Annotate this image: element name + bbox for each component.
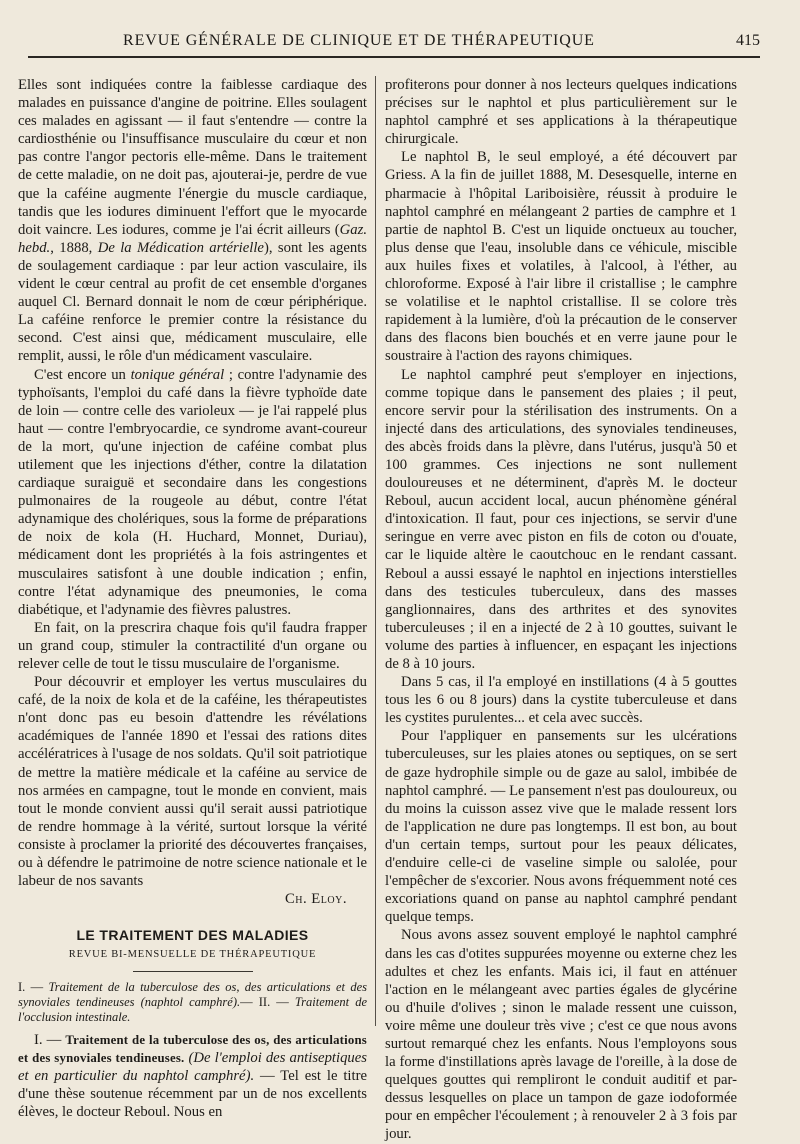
paragraph: En fait, on la prescrira chaque fois qu'il faudra frapper un grand coup, stimuler la contractilité d'un organe ou relever celle de tout le tissu musculaire de l'organisme. xyxy=(18,619,367,672)
citation-book: De la Médication artérielle xyxy=(97,239,264,256)
paragraph: Pour découvrir et employer les vertus musculaires du café, de la noix de kola et de la caféine, les thérapeutistes n'ont donc pas eu besoin d'attendre les révélations académiques de l'année 1890 et l'essai des rations dites accélératrices à l'usage de nos soldats. Qu'il soit patriotique de mettre la matière médicale et la caféine au service de nos armées en campagne, tout le monde en convient, mais tout le monde convient aussi qu'il serait aussi patriotique de rendre hommage à la vérité, surtout lorsque la vérité consiste à proclamer la priorité des découvertes françaises, ou à défendre le patrimoine de notre science nationale et le labeur de nos savants xyxy=(18,674,367,890)
paragraph: Le naphtol camphré peut s'employer en injections, comme topique dans le pansement des plaies ; il peut, encore servir pour la stérilisation des instruments. On a injecté dans des articulations, des synoviales tendineuses, des abcès froids dans la plèvre, dans l'utérus, jusqu'à 50 et 100 grammes. Ces injections ne sont nullement douloureuses et ne déterminent, d'après M. le docteur Reboul, aucun accident local, aucun phénomène général d'intoxication. Il faut, pour ces injections, se servir d'une seringue en verre avec piston en fils de coton ou d'ouate, car le liquide altère le caoutchouc en le rendant cassant. Reboul a aussi essayé le naphtol en injections interstielles dans des testicules tuberculeux, dans des masses ganglionnaires, dans des arthrites et des synovites tuberculeuses ; il en a injecté de 2 à 10 gouttes, suivant le volume des parties à influencer, en espaçant les injections de 8 à 10 jours. xyxy=(385,366,737,672)
paragraph: Nous avons assez souvent employé le naphtol camphré dans les cas d'otites suppurées moyenne ou externe chez les adultes et chez les enfants. Mais ici, il faut en atténuer l'action en le mélangeant avec parties égales de glycérine ou d'huile d'olives ; sinon le malade ressent une cuisson, voire même une douleur très vive ; c'est ce que nous avons surtout remarqué chez les enfants. Nous l'employons sous la forme d'instillations après lavage de l'oreille, à la dose de quelques gouttes qui rempliront le conduit auditif et par-dessus lesquelles on place un tampon de gaze iodoformée pour en empêcher l'écoulement ; à renouveler 2 à 3 fois par jour. xyxy=(385,927,737,1143)
paragraph: Elles sont indiquées contre la faiblesse cardiaque des malades en puissance d'angine de poitrine. Elles soulagent ces malades en agissant — il faut s'entendre — contre la cardiosthénie ou l'insuffisance musculaire du cœur et non pas contre l'angor pectoris elle-même. Dans le traitement de cette maladie, on ne doit pas, ajouterai-je, perdre de vue que la caféine augmente l'énergie du muscle cardiaque, tandis que les iodures diminuent l'effort que le myocarde doit vaincre. Les iodures, comme je l'ai écrit ailleurs (Gaz. hebd., 1888, De la Médication artérielle), sont les agents de soulagement cardiaque : par leur action vasculaire, ils vident le cœur central au profit de cet ensemble d'organes auquel Cl. Bernard donnait le nom de cœur périphérique. La caféine renforce le premier contre la résistance du second. C'est ainsi que, médicament musculaire, elle remplit, aussi, le rôle d'un médicament vasculaire. xyxy=(18,77,367,365)
paragraph: Pour l'appliquer en pansements sur les ulcérations tuberculeuses, sur les plaies atones ou septiques, on se sert de gaze hydrophile simple ou de gaze au salol, imbibée de naphtol camphré. — Le pansement n'est pas douloureux, ou du moins la cuisson assez vive que le malade ressent lors de l'application ne dure pas longtemps. Il est bon, au bout d'un certain temps, surtout pour les peaux délicates, d'enduire celle-ci de vaseline simple ou salolée, pour l'empêcher de s'excorier. Nous avons fréquemment noté ces excoriations quand on panse au naphtol camphré pendant quelque temps. xyxy=(385,728,737,926)
section-title: LE TRAITEMENT DES MALADIES xyxy=(76,927,309,944)
paragraph: Le naphtol B, le seul employé, a été découvert par Griess. A la fin de juillet 1888, M. Desesquelle, interne en pharmacie à l'hôpital Lariboisière, réussit à produire le naphtol camphré en mélangeant 2 parties de camphre et 1 partie de naphtol B. C'est un liquide onctueux au toucher, plus dense que l'eau, insoluble dans ce véhicule, miscible aux huiles fixes et volatiles, à l'alcool, à l'éther, au chloroforme. Exposé à l'air libre il cristallise ; le camphre se volatilise et le naphtol cristallise. Il se colore très rapidement à la lumière, d'où la précaution de le conserver dans des flacons bien bouchés et en verre jaune pour le soustraire à l'action des rayons chimiques. xyxy=(385,149,737,365)
section-divider xyxy=(133,971,253,972)
paragraph: Dans 5 cas, il l'a employé en instillations (4 à 5 gouttes tous les 6 ou 8 jours) dans la cystite tuberculeuse et dans les cystites purulentes... et cela avec succès. xyxy=(385,674,737,727)
right-column xyxy=(385,76,737,1144)
paragraph: C'est encore un tonique général ; contre l'adynamie des typhoïsants, l'emploi du café dans la fièvre typhoïde date de loin — contre celle des varioleux — je l'ai rappelé plus haut — contre l'embryocardie, ce syndrome avant-coureur de la mort, qu'une injection de caféine combat plus utilement que les injections d'éther, contre la dilatation cardiaque suraiguë et secondaire dans les congestions pulmonaires de la rougeole au début, contre l'état adynamique des cholériques, sous la forme de préparations de noix de kola (H. Huchard, Monnet, Duriau), médicament dont les propriétés à la fois astringentes et musculaires satisfont à une double indication ; enfin, contre l'état adynamique des pneumonies, le coma diabétique, et l'adynamie des fièvres palustres. xyxy=(18,366,367,618)
page-number: 415 xyxy=(736,32,760,49)
section-summary: I. — Traitement de la tuberculose des os, des articulations et des synoviales tendineuses (naphtol camphré).— II. — Traitement de l'occlusion intestinale. xyxy=(18,979,368,1024)
article-heading: Traitement de la tuberculose des os, des articulations et des synoviales tendineuses. xyxy=(18,1032,367,1065)
left-column xyxy=(18,76,367,1121)
page-header xyxy=(28,30,760,58)
section-subtitle: REVUE BI-MENSUELLE DE THÉRAPEUTIQUE xyxy=(68,949,317,961)
running-title: REVUE GÉNÉRALE DE CLINIQUE ET DE THÉRAPEUTIQUE xyxy=(123,32,595,49)
column-divider xyxy=(375,76,376,1026)
author-signature: Ch. Eloy. xyxy=(284,891,347,908)
paragraph: I. — Traitement de la tuberculose des os, des articulations et des synoviales tendineuses. (De l'emploi des antiseptiques et en particulier du naphtol camphré). — Tel est le titre d'une thèse soutenue récemment par un de nos excellents élèves, le docteur Reboul. Nous en xyxy=(18,1031,367,1120)
paragraph: profiterons pour donner à nos lecteurs quelques indications précises sur le naphtol et plus particulièrement sur le naphtol camphré et ses applications à la thérapeutique chirurgicale. xyxy=(385,77,737,148)
citation-journal: Gaz. hebd. xyxy=(18,221,367,256)
